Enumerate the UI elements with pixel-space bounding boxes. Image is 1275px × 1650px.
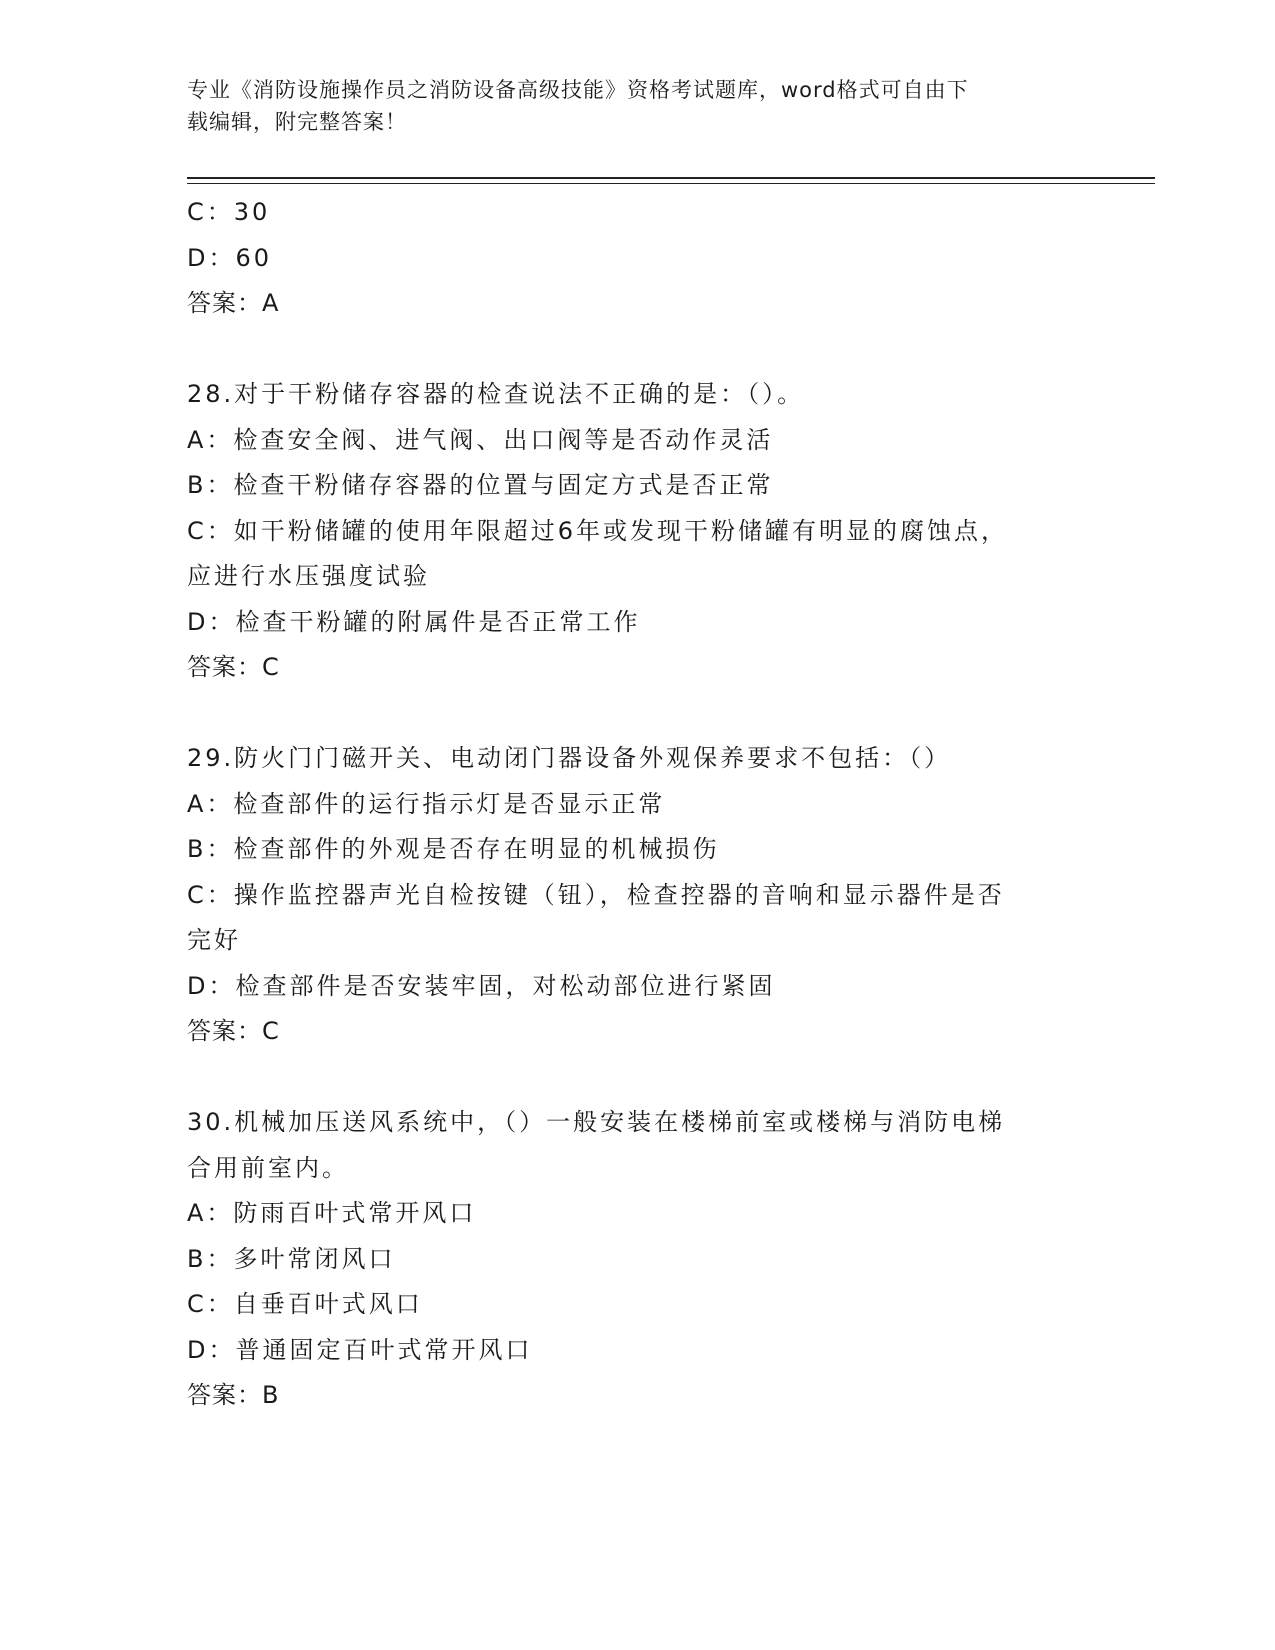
option-a: A：检查安全阀、进气阀、出口阀等是否动作灵活 — [187, 425, 774, 454]
option-d: D：普通固定百叶式常开风口 — [187, 1335, 533, 1364]
option-d: D：检查干粉罐的附属件是否正常工作 — [187, 607, 641, 636]
header-rule-thick — [187, 177, 1155, 179]
option-c-continued: 应进行水压强度试验 — [187, 562, 430, 590]
option-c: C：操作监控器声光自检按键（钮），检查控器的音响和显示器件是否 — [187, 880, 1005, 909]
question-stem: 30.机械加压送风系统中，（）一般安装在楼梯前室或楼梯与消防电梯 — [187, 1108, 1006, 1136]
spacer — [187, 327, 1087, 373]
answer-line: 答案：C — [187, 653, 280, 681]
header-line-1: 专业《消防设施操作员之消防设备高级技能》资格考试题库，word格式可自由下 — [187, 78, 969, 102]
answer-line: 答案：C — [187, 1017, 280, 1045]
option-d: D：检查部件是否安装牢固，对松动部位进行紧固 — [187, 971, 776, 1000]
option-b: B：检查干粉储存容器的位置与固定方式是否正常 — [187, 471, 774, 499]
header-rule-thin — [187, 183, 1155, 184]
question-27-continued — [187, 190, 1087, 327]
question-30 — [187, 1100, 1087, 1419]
option-c-continued: 完好 — [187, 926, 241, 954]
question-28 — [187, 372, 1087, 691]
page-header — [187, 74, 1067, 138]
answer-line: 答案：A — [187, 289, 280, 317]
option-b: B：多叶常闭风口 — [187, 1244, 396, 1273]
option-a: A：防雨百叶式常开风口 — [187, 1199, 477, 1227]
option-b: B：检查部件的外观是否存在明显的机械损伤 — [187, 835, 720, 863]
question-stem: 28.对于干粉储存容器的检查说法不正确的是：（）。 — [187, 380, 805, 408]
question-content — [187, 190, 1087, 1419]
option-c: C：自垂百叶式风口 — [187, 1290, 423, 1318]
option-d: D：60 — [187, 243, 273, 272]
header-line-2: 载编辑，附完整答案！ — [187, 110, 407, 134]
option-c: C：30 — [187, 198, 271, 226]
question-stem-continued: 合用前室内。 — [187, 1153, 349, 1182]
option-c: C：如干粉储罐的使用年限超过6年或发现干粉储罐有明显的腐蚀点， — [187, 516, 1009, 545]
question-29 — [187, 736, 1087, 1055]
answer-line: 答案：B — [187, 1381, 280, 1409]
spacer — [187, 1055, 1087, 1101]
option-a: A：检查部件的运行指示灯是否显示正常 — [187, 789, 666, 818]
spacer — [187, 691, 1087, 737]
question-stem: 29.防火门门磁开关、电动闭门器设备外观保养要求不包括：（） — [187, 744, 952, 772]
